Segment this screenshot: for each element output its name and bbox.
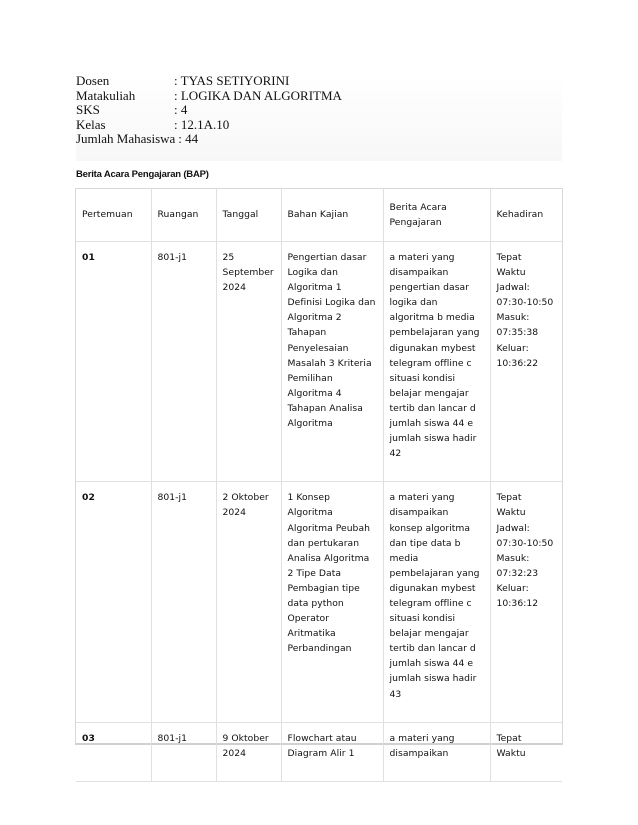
info-value: : LOGIKA DAN ALGORITMA <box>174 87 342 103</box>
kehadiran-line: Waktu <box>496 267 526 279</box>
info-value: : 44 <box>178 131 199 147</box>
kehadiran-line: Masuk: <box>496 552 530 564</box>
cell-kehadiran <box>490 242 562 482</box>
kehadiran-line: Tepat <box>496 492 522 504</box>
column-header-pertemuan: Pertemuan <box>76 189 151 242</box>
cell-tanggal: 25 September 2024 <box>216 242 281 482</box>
table-row <box>76 722 562 781</box>
info-value: : 4 <box>174 102 188 118</box>
kehadiran-line: Jadwal: <box>496 522 530 534</box>
cell-ruangan: 801-j1 <box>151 722 216 781</box>
info-label: Matakuliah <box>76 87 136 103</box>
kehadiran-line: Masuk: <box>496 312 530 324</box>
cell-tanggal: 9 Oktober 2024 <box>216 722 281 781</box>
cell-kehadiran <box>490 722 562 781</box>
info-label: Dosen <box>76 73 110 88</box>
kehadiran-line: Jadwal: <box>496 282 530 294</box>
cell-bahan-kajian: Flowchart atau Diagram Alir 1 <box>281 722 383 781</box>
kehadiran-line: Tepat <box>496 252 522 263</box>
cell-tanggal: 2 Oktober 2024 <box>216 482 281 722</box>
info-value: : TYAS SETIYORINI <box>174 73 290 88</box>
info-label: SKS <box>76 102 100 118</box>
cell-berita-acara: a materi yang disampaikan konsep algoritma dan tipe data b media pembelajaran yang digunakan mybest telegram offline c situasi kondisi belajar mengajar tertib dan lancar d jumlah siswa 44 e jumlah siswa hadir 43 <box>383 482 490 722</box>
table-row <box>76 242 562 482</box>
cell-bahan-kajian: Pengertian dasar Logika dan Algoritma 1 Definisi Logika dan Algoritma 2 Tahapan Penyelesaian Masalah 3 Kriteria Pemilihan Algoritma 4 Tahapan Analisa Algoritma <box>281 242 383 482</box>
cell-pertemuan: 03 <box>76 722 151 781</box>
kehadiran-line: 07:30-10:50 <box>496 537 554 549</box>
table-row <box>76 482 562 722</box>
cell-pertemuan: 02 <box>76 482 151 722</box>
kehadiran-line: 07:32:23 <box>496 567 539 579</box>
cell-berita-acara: a materi yang disampaikan pengertian dasar logika dan algoritma b media pembelajaran yang digunakan mybest telegram offline c situasi kondisi belajar mengajar tertib dan lancar d jumlah siswa 44 e jumlah siswa hadir 42 <box>383 242 490 482</box>
kehadiran-line: 07:35:38 <box>496 327 539 339</box>
kehadiran-line: 10:36:22 <box>496 357 539 369</box>
info-row-jumlah-mahasiswa <box>76 132 562 147</box>
kehadiran-line: Waktu <box>496 747 526 759</box>
bap-table-container <box>75 188 563 759</box>
column-header-tanggal: Tanggal <box>216 189 281 242</box>
info-row-matakuliah <box>76 89 562 104</box>
info-label: Jumlah Mahasiswa <box>76 131 176 147</box>
cell-bahan-kajian: 1 Konsep Algoritma Algoritma Peubah dan pertukaran Analisa Algoritma 2 Tipe Data Pembagian tipe data python Operator Aritmatika Perbandingan <box>281 482 383 722</box>
kehadiran-line: Tepat <box>496 732 522 744</box>
column-header-berita-acara: Berita Acara Pengajaran <box>383 189 490 242</box>
cell-kehadiran <box>490 482 562 722</box>
cell-berita-acara: a materi yang disampaikan <box>383 722 490 781</box>
kehadiran-line: 10:36:12 <box>496 597 539 609</box>
cell-ruangan: 801-j1 <box>151 242 216 482</box>
column-header-ruangan: Ruangan <box>151 189 216 242</box>
kehadiran-line: Keluar: <box>496 582 529 594</box>
kehadiran-line: 07:30-10:50 <box>496 297 554 309</box>
cell-pertemuan: 01 <box>76 242 151 482</box>
bap-table <box>76 189 562 782</box>
kehadiran-line: Keluar: <box>496 342 529 354</box>
section-title: Berita Acara Pengajaran (BAP) <box>76 169 209 180</box>
info-row-dosen <box>76 74 562 89</box>
column-header-kehadiran: Kehadiran <box>490 189 562 242</box>
cell-ruangan: 801-j1 <box>151 482 216 722</box>
column-header-bahan-kajian: Bahan Kajian <box>281 189 383 242</box>
kehadiran-line: Waktu <box>496 507 526 519</box>
course-info-header <box>76 74 562 161</box>
table-header-row <box>76 189 562 242</box>
info-value: : 12.1A.10 <box>174 116 230 132</box>
info-row-kelas <box>76 118 562 133</box>
info-label: Kelas <box>76 116 106 132</box>
info-row-sks <box>76 103 562 118</box>
